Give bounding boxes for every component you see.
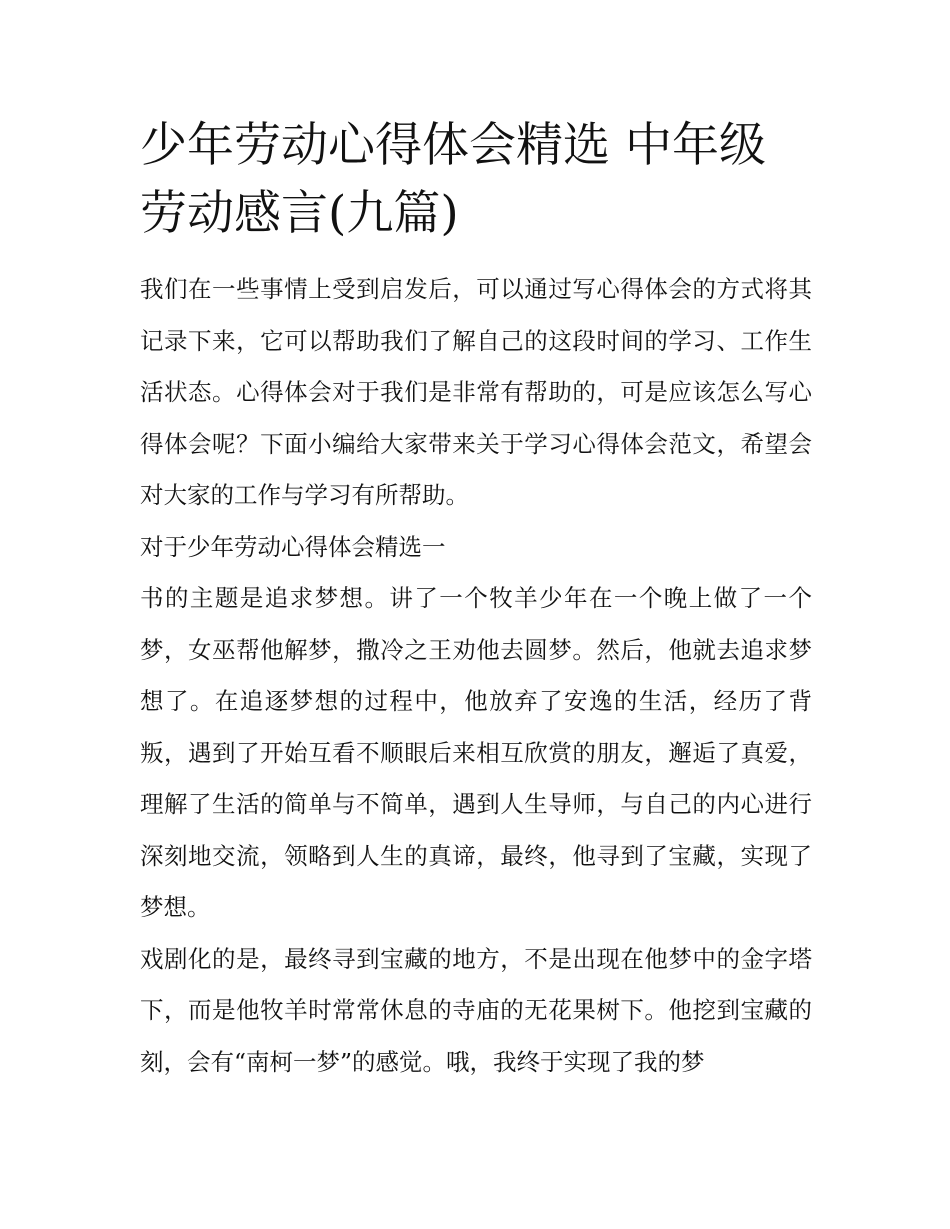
document-page	[140, 112, 812, 1088]
section-heading: 对于少年劳动心得体会精选一	[140, 532, 446, 561]
body-paragraph-1: 书的主题是追求梦想。讲了一个牧羊少年在一个晚上做了一个梦，女巫帮他解梦，撒冷之王劝他去圆梦。然后，他就去追求梦想了。在追逐梦想的过程中，他放弃了安逸的生活，经历了背叛，遇到了开始互看不顺眼后来相互欣赏的朋友，邂逅了真爱，理解了生活的简单与不简单，遇到人生导师，与自己的内心进行深刻地交流，领略到人生的真谛，最终，他寻到了宝藏，实现了梦想。	[140, 584, 812, 921]
intro-paragraph: 我们在一些事情上受到启发后，可以通过写心得体会的方式将其记录下来，它可以帮助我们了解自己的这段时间的学习、工作生活状态。心得体会对于我们是非常有帮助的，可是应该怎么写心得体会呢？下面小编给大家带来关于学习心得体会范文，希望会对大家的工作与学习有所帮助。	[140, 275, 812, 509]
document-title: 少年劳动心得体会精选 中年级劳动感言(九篇)	[140, 118, 766, 241]
body-paragraph-2: 戏剧化的是，最终寻到宝藏的地方，不是出现在他梦中的金字塔下，而是他牧羊时常常休息的寺庙的无花果树下。他挖到宝藏的刻，会有“南柯一梦”的感觉。哦，我终于实现了我的梦	[140, 944, 812, 1076]
